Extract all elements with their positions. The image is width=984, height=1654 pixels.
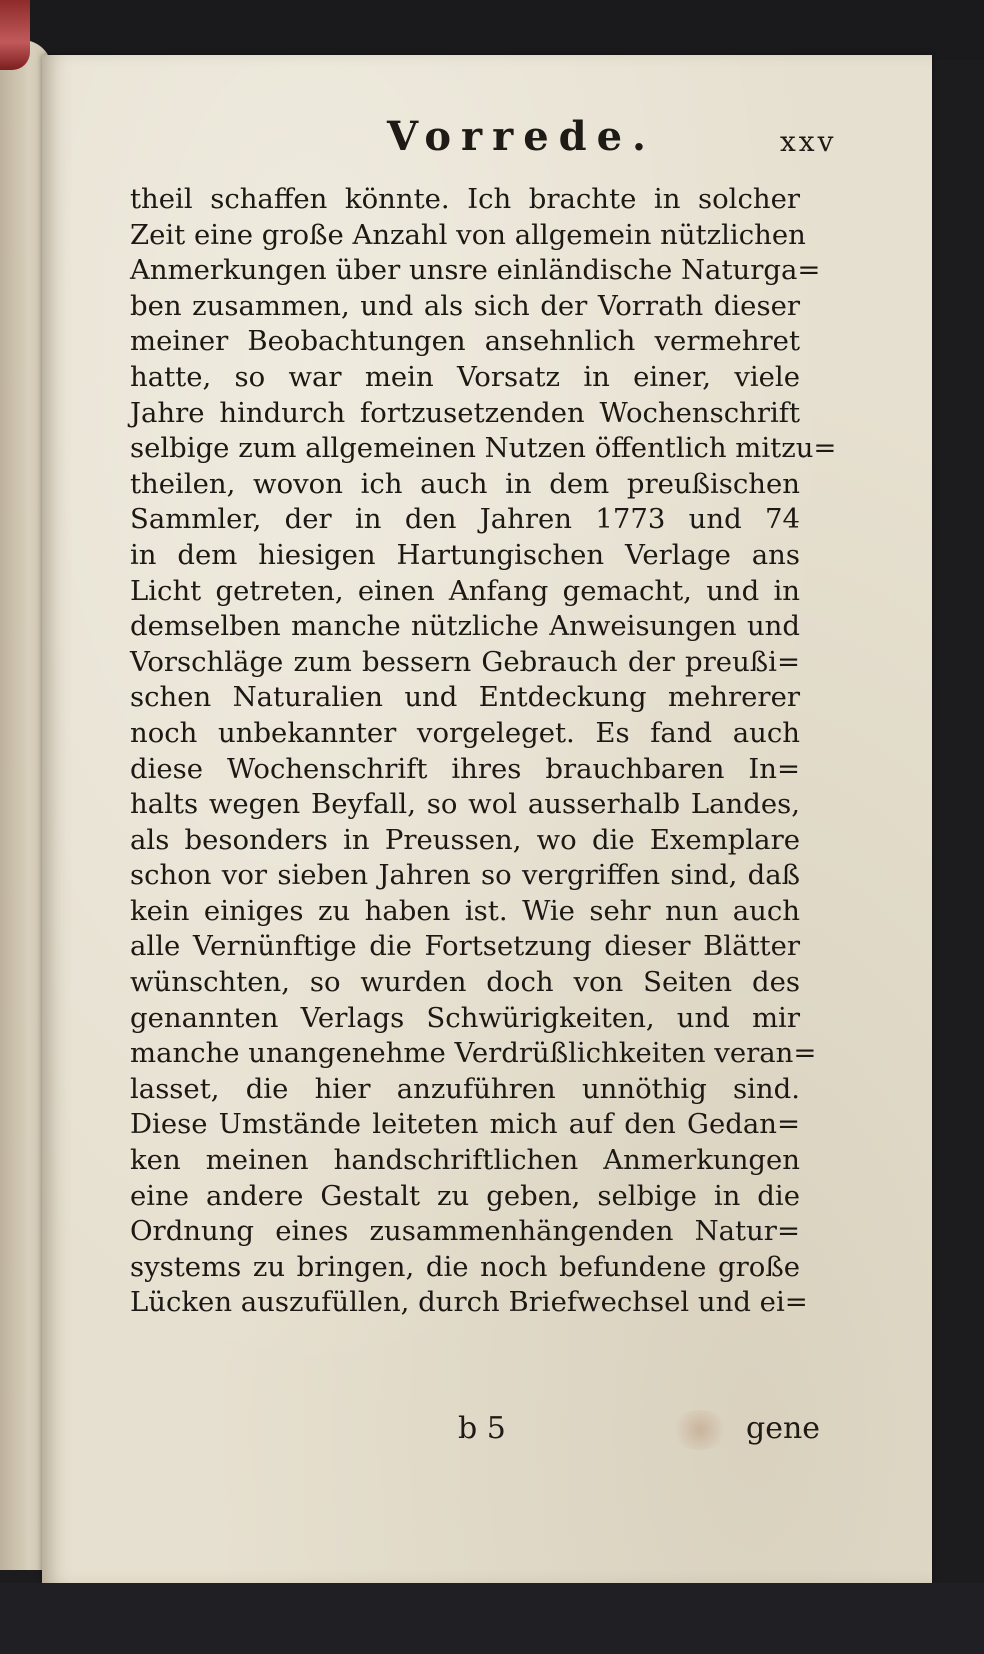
catchword: gene [746, 1411, 821, 1446]
scan-background-bottom [0, 1583, 984, 1654]
book-page [42, 55, 932, 1583]
text-line: Licht getreten, einen Anfang gemacht, und in [130, 574, 800, 607]
bookmark-ribbon [0, 0, 30, 70]
scan-background-top [0, 0, 984, 60]
text-line: halts wegen Beyfall, so wol ausserhalb Landes, [130, 788, 800, 821]
text-line: noch unbekannter vorgeleget. Es fand auch [130, 716, 800, 749]
signature-mark: b 5 [458, 1411, 506, 1446]
page-number: xxv [780, 125, 837, 158]
text-line: eine andere Gestalt zu geben, selbige in die [130, 1179, 800, 1212]
text-line: hatte, so war mein Vorsatz in einer, viele [130, 360, 800, 393]
text-line: Vorschläge zum bessern Gebrauch der preußi= [130, 645, 800, 678]
running-title: Vorrede. [387, 113, 656, 160]
text-line: selbige zum allgemeinen Nutzen öffentlich mitzu= [130, 432, 837, 465]
text-line: theilen, wovon ich auch in dem preußischen [130, 467, 800, 500]
text-line: schon vor sieben Jahren so vergriffen sind, daß [130, 859, 800, 892]
text-line: genannten Verlags Schwürigkeiten, und mir [130, 1001, 800, 1034]
text-line: Jahre hindurch fortzusetzenden Wochenschrift [130, 396, 800, 429]
text-line: demselben manche nützliche Anweisungen und [130, 610, 800, 643]
text-line: lasset, die hier anzuführen unnöthig sind. [130, 1072, 800, 1105]
text-line: ken meinen handschriftlichen Anmerkungen [130, 1144, 800, 1177]
text-line: alle Vernünftige die Fortsetzung dieser Blätter [130, 930, 800, 963]
text-line: Lücken auszufüllen, durch Briefwechsel und ei= [130, 1286, 808, 1319]
text-line: manche unangenehme Verdrüßlichkeiten veran= [130, 1037, 817, 1070]
text-line: systems zu bringen, die noch befundene große [130, 1250, 800, 1283]
text-line: Anmerkungen über unsre einländische Naturga= [130, 254, 821, 287]
text-line: ben zusammen, und als sich der Vorrath dieser [130, 289, 800, 322]
text-line: theil schaffen könnte. Ich brachte in solcher [130, 183, 800, 215]
page-header [42, 113, 932, 163]
body-text [130, 182, 837, 1321]
text-line: meiner Beobachtungen ansehnlich vermehret [130, 325, 800, 358]
text-line: Ordnung eines zusammenhängenden Natur= [130, 1215, 800, 1248]
text-line: in dem hiesigen Hartungischen Verlage ans [130, 538, 800, 571]
text-line: schen Naturalien und Entdeckung mehrerer [130, 681, 800, 714]
text-line: Diese Umstände leiteten mich auf den Gedan= [130, 1108, 800, 1141]
text-line: kein einiges zu haben ist. Wie sehr nun auch [130, 894, 800, 927]
page-footer [42, 1411, 932, 1451]
text-line: Sammler, der in den Jahren 1773 und 74 [130, 503, 800, 536]
text-line: diese Wochenschrift ihres brauchbaren In= [130, 752, 800, 785]
text-line: Zeit eine große Anzahl von allgemein nützlichen [130, 218, 806, 251]
text-line: als besonders in Preussen, wo die Exemplare [130, 823, 800, 856]
text-line: wünschten, so wurden doch von Seiten des [130, 966, 800, 999]
